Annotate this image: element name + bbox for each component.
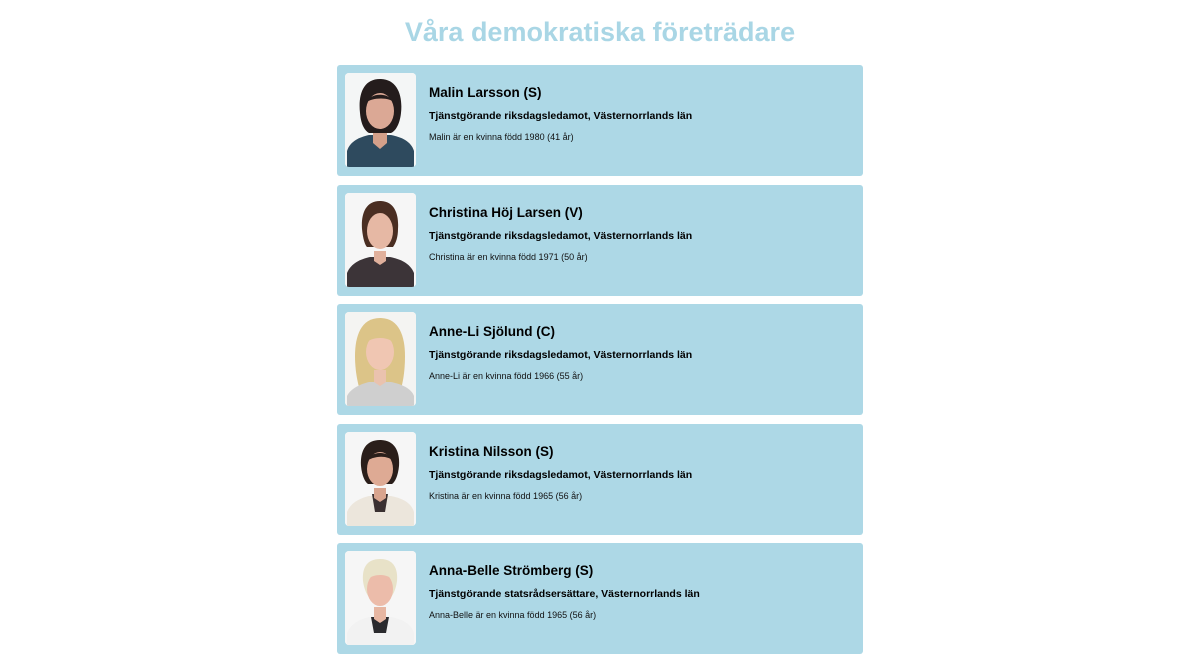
representative-name: Anne-Li Sjölund (C) xyxy=(429,324,555,339)
portrait-photo xyxy=(345,312,416,406)
portrait-photo xyxy=(345,193,416,287)
representative-bio: Anna-Belle är en kvinna född 1965 (56 år) xyxy=(429,610,597,620)
representative-name: Malin Larsson (S) xyxy=(429,85,542,100)
representative-card[interactable] xyxy=(337,543,863,654)
representative-bio: Anne-Li är en kvinna född 1966 (55 år) xyxy=(429,371,584,381)
representative-name: Christina Höj Larsen (V) xyxy=(429,204,583,220)
page-title: Våra demokratiska företrädare xyxy=(404,17,796,47)
representative-role: Tjänstgörande riksdagsledamot, Västernorrlands län xyxy=(429,110,693,122)
representative-name: Kristina Nilsson (S) xyxy=(429,443,554,459)
representative-role: Tjänstgörande riksdagsledamot, Västernorrlands län xyxy=(429,468,693,481)
representative-role: Tjänstgörande statsrådsersättare, Västernorrlands län xyxy=(429,588,700,600)
portrait-photo xyxy=(345,73,416,167)
representative-name: Anna-Belle Strömberg (S) xyxy=(429,563,594,578)
representative-bio: Malin är en kvinna född 1980 (41 år) xyxy=(429,132,574,142)
representative-card[interactable] xyxy=(337,304,863,415)
representative-list xyxy=(337,65,863,663)
representative-card[interactable] xyxy=(337,185,863,296)
portrait-photo xyxy=(345,432,416,526)
representative-bio: Christina är en kvinna född 1971 (50 år) xyxy=(429,251,588,262)
representative-bio: Kristina är en kvinna född 1965 (56 år) xyxy=(429,490,583,501)
representative-card[interactable] xyxy=(337,65,863,176)
portrait-photo xyxy=(345,551,416,645)
representative-role: Tjänstgörande riksdagsledamot, Västernorrlands län xyxy=(429,229,693,242)
representative-card[interactable] xyxy=(337,424,863,535)
representative-role: Tjänstgörande riksdagsledamot, Västernorrlands län xyxy=(429,349,693,361)
